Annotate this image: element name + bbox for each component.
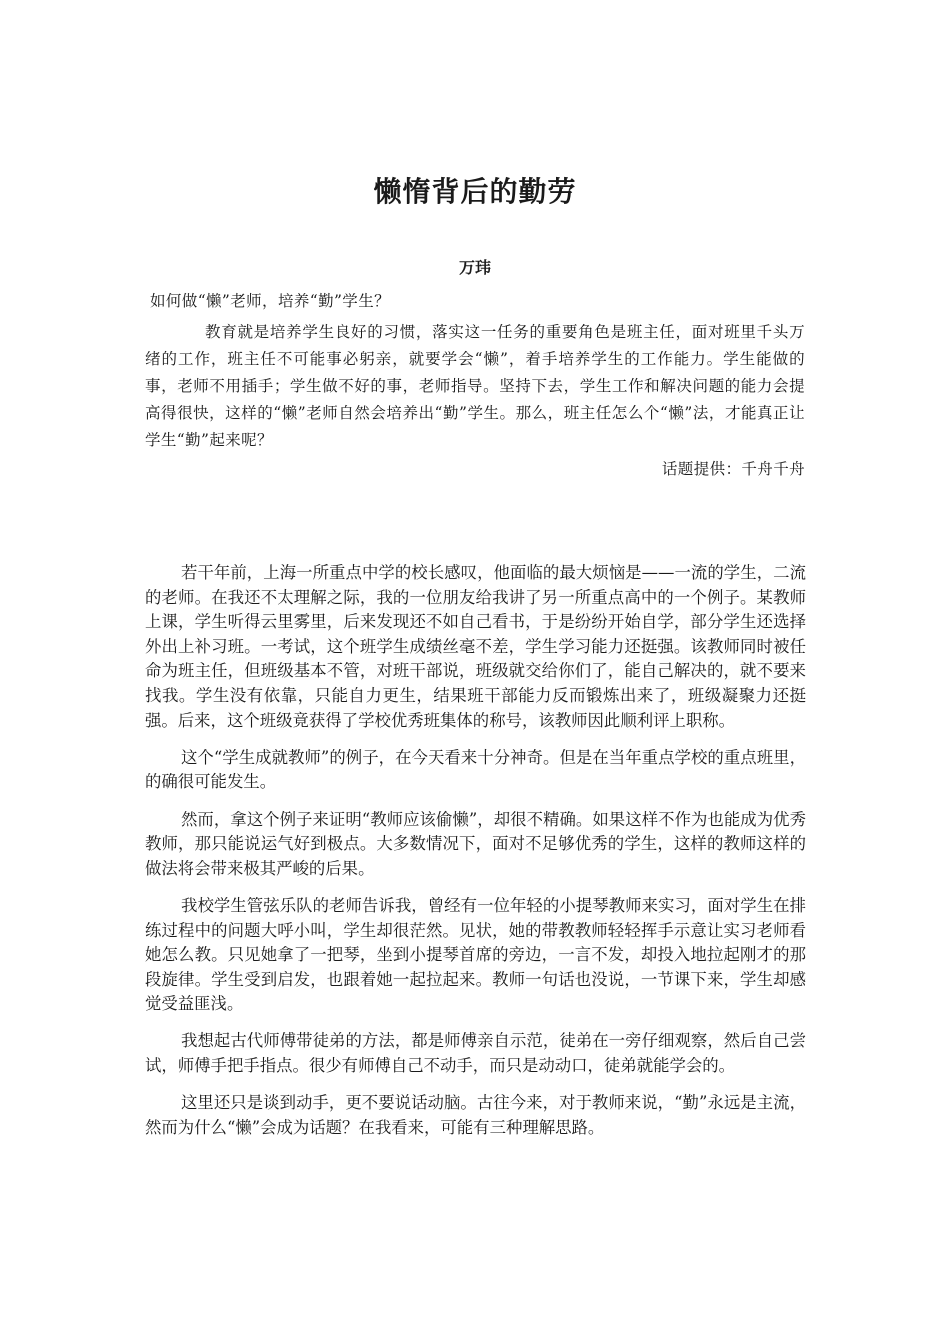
body-paragraph: 我校学生管弦乐队的老师告诉我，曾经有一位年轻的小提琴教师来实习，面对学生在排练过程中的问题大呼小叫，学生却很茫然。见状，她的带教教师轻轻挥手示意让实习老师看她怎么教。只见她拿了一把琴，坐到小提琴首席的旁边，一言不发，却投入地拉起刚才的那段旋律。学生受到启发，也跟着她一起拉起来。教师一句话也没说，一节课下来，学生却感觉受益匪浅。 (145, 895, 806, 1014)
body-paragraph: 这个“学生成就教师”的例子，在今天看来十分神奇。但是在当年重点学校的重点班里，的确很可能发生。 (145, 747, 806, 792)
topic-box (145, 288, 805, 483)
article-body (145, 561, 806, 1153)
body-paragraph: 我想起古代师傅带徒弟的方法，都是师傅亲自示范，徒弟在一旁仔细观察，然后自己尝试，师傅手把手指点。很少有师傅自己不动手，而只是动动口，徒弟就能学会的。 (145, 1031, 806, 1076)
body-paragraph: 然而，拿这个例子来证明“教师应该偷懒”，却很不精确。如果这样不作为也能成为优秀教师，那只能说运气好到极点。大多数情况下，面对不足够优秀的学生，这样的教师这样的做法将会带来极其严峻的后果。 (145, 809, 806, 878)
topic-credit: 话题提供：千舟千舟 (661, 460, 805, 478)
article-author: 万玮 (458, 258, 491, 277)
body-paragraph: 这里还只是谈到动手，更不要说话动脑。古往今来，对于教师来说，“勤”永远是主流，然而为什么“懒”会成为话题？在我看来，可能有三种理解思路。 (145, 1093, 806, 1137)
topic-intro: 教育就是培养学生良好的习惯，落实这一任务的重要角色是班主任，面对班里千头万绪的工作，班主任不可能事必躬亲，就要学会“懒”，着手培养学生的工作能力。学生能做的事，老师不用插手；学生做不好的事，老师指导。坚持下去，学生工作和解决问题的能力会提高得很快，这样的“懒”老师自然会培养出“勤”学生。那么，班主任怎么个“懒”法，才能真正让学生“勤”起来呢？ (145, 323, 805, 449)
body-paragraph: 若干年前，上海一所重点中学的校长感叹，他面临的最大烦恼是——一流的学生，二流的老师。在我还不太理解之际，我的一位朋友给我讲了另一所重点高中的一个例子。某教师上课，学生听得云里雾里，后来发现还不如自己看书，于是纷纷开始自学，部分学生还选择外出上补习班。一考试，这个班学生成绩丝毫不差，学生学习能力还挺强。该教师同时被任命为班主任，但班级基本不管，对班干部说，班级就交给你们了，能自己解决的，就不要来找我。学生没有依靠，只能自力更生，结果班干部能力反而锻炼出来了，班级凝聚力还挺强。后来，这个班级竟获得了学校优秀班集体的称号，该教师因此顺利评上职称。 (145, 563, 806, 730)
topic-question: 如何做“懒”老师，培养“勤”学生？ (150, 292, 390, 310)
article-title: 懒惰背后的勤劳 (373, 175, 577, 208)
